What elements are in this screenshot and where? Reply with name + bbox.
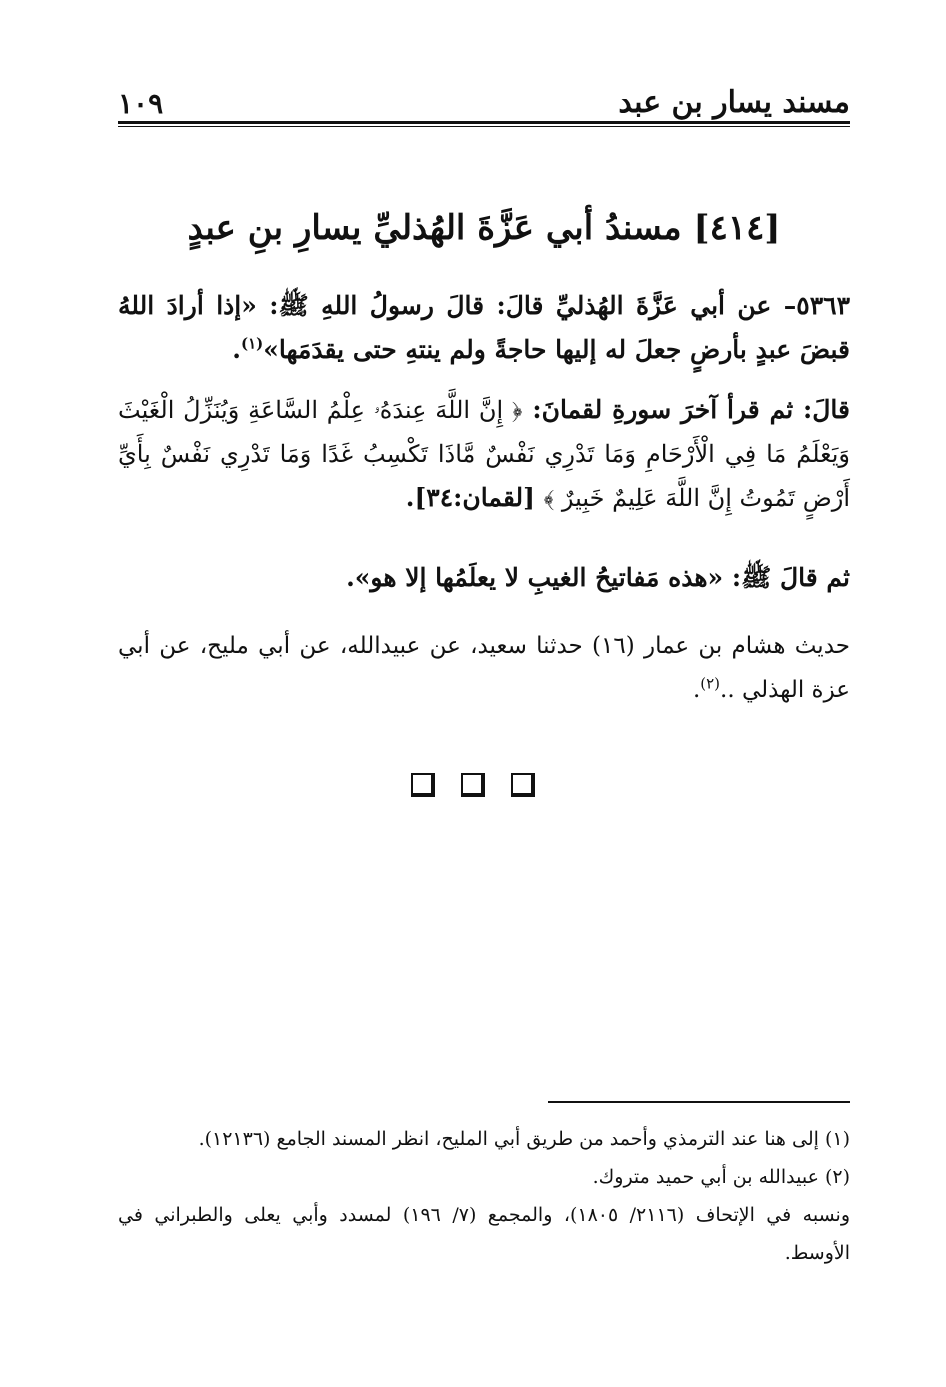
hadith-paragraph	[118, 284, 850, 372]
footnote-1: (١) إلى هنا عند الترمذي وأحمد من طريق أبي المليح، انظر المسند الجامع (١٢١٣٦).	[198, 1128, 850, 1150]
running-title: مسند يسار بن عبد	[618, 85, 850, 120]
quran-paragraph	[118, 388, 850, 520]
quran-citation: [لقمان:٣٤].	[405, 483, 535, 512]
footnote-rule	[548, 1101, 850, 1103]
running-header	[118, 78, 850, 118]
quran-verse: ﴿ إِنَّ اللَّهَ عِندَهُۥ عِلْمُ السَّاعَةِ وَيُنَزِّلُ الْغَيْثَ وَيَعْلَمُ مَا فِي الْأَرْحَامِ وَمَا تَدْرِي نَفْسٌ مَّاذَا تَكْسِبُ غَدًا وَمَا تَدْرِي نَفْسٌ بِأَيِّ أَرْضٍ تَمُوتُ إِنَّ اللَّهَ عَلِيمٌ خَبِيرٌ ﴾	[118, 396, 850, 512]
isnad-end: .	[692, 677, 701, 703]
footnote-ref-1: (١)	[240, 334, 264, 353]
separator-box-icon	[461, 773, 485, 797]
isnad-text: حديث هشام بن عمار (١٦) حدثنا سعيد، عن عبيدالله، عن أبي مليح، عن أبي عزة الهذلي ..	[118, 633, 850, 703]
footnote-2: (٢) عبيدالله بن أبي حميد متروك.	[592, 1166, 850, 1188]
hadith-text: ٥٣٦٣– عن أبي عَزَّةَ الهُذليِّ قالَ: قالَ رسولُ اللهِ ﷺ: «إذا أرادَ اللهُ قبضَ عبدٍ بأرضٍ جعلَ له إليها حاجةً ولم ينتهِ حتى يقدَمَها»	[118, 291, 850, 364]
footnote-ref-2: (٢)	[700, 674, 721, 693]
separator-box-icon	[511, 773, 535, 797]
header-rule-thin	[118, 126, 850, 127]
section-heading: [٤١٤] مسندُ أبي عَزَّةَ الهُذليِّ يسارِ بنِ عبدٍ	[187, 208, 781, 248]
footnotes	[118, 1120, 850, 1272]
header-rule-thick	[118, 121, 850, 124]
page-number: ١٠٩	[118, 87, 164, 120]
closing-paragraph: ثم قالَ ﷺ: «هذه مَفاتيحُ الغيبِ لا يعلَمُها إلا هو».	[346, 563, 850, 592]
quran-intro: قالَ: ثم قرأ آخرَ سورةِ لقمانَ:	[532, 395, 850, 424]
hadith-end: .	[232, 335, 241, 364]
footnote-2-continuation: ونسبه في الإتحاف (٢١١٦/ ١٨٠٥)، والمجمع (٧/ ١٩٦) لمسدد وأبي يعلى والطبراني في الأوسط.	[118, 1204, 850, 1264]
section-separator	[0, 773, 946, 797]
isnad-paragraph	[118, 624, 850, 712]
separator-box-icon	[411, 773, 435, 797]
